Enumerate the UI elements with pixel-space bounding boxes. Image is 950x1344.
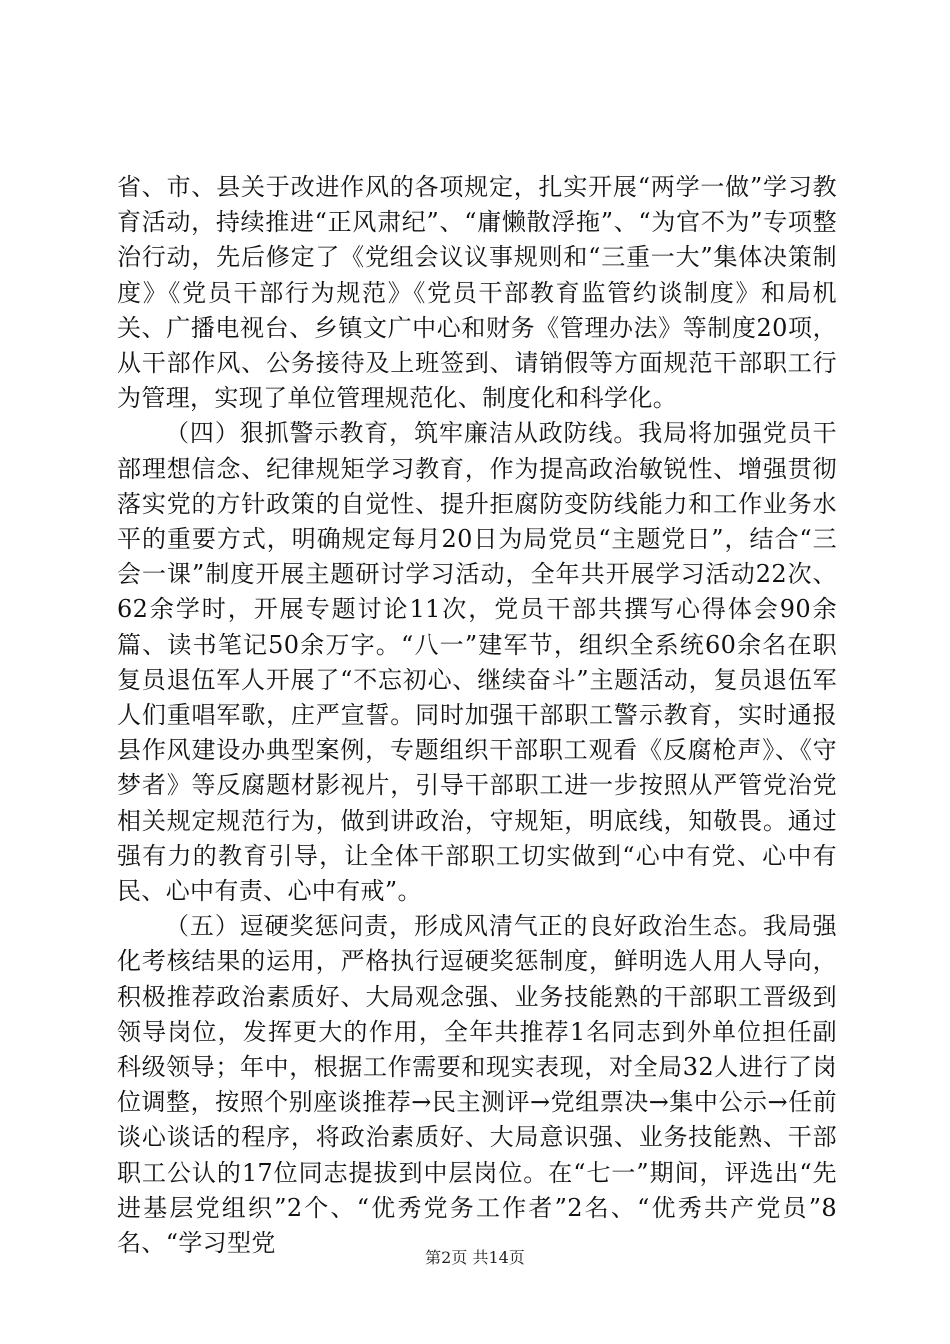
paragraph-section-5: （五）逗硬奖惩问责，形成风清气正的良好政治生态。我局强化考核结果的运用，严格执行逗硬奖惩制度，鲜明选人用人导向，积极推荐政治素质好、大局观念强、业务技能熟的干部职工晋级到领导岗位，发挥更大的作用，全年共推荐1名同志到外单位担任副科级领导；年中，根据工作需要和现实表现，对全局32人进行了岗位调整，按照个别座谈推荐→民主测评→党组票决→集中公示→任前谈心谈话的程序，将政治素质好、大局意识强、业务技能熟、干部职工公认的17位同志提拔到中层岗位。在“七一”期间，评选出“先进基层党组织”2个、“优秀党务工作者”2名、“优秀共产党员”8名、“学习型党	[117, 912, 837, 1258]
paragraph-continuation: 省、市、县关于改进作风的各项规定，扎实开展“两学一做”学习教育活动，持续推进“正风肃纪”、“庸懒散浮拖”、“为官不为”专项整治行动，先后修定了《党组会议议事规则和“三重一大”集体决策制度》《党员干部行为规范》《党员干部教育监管约谈制度》和局机关、广播电视台、乡镇文广中心和财务《管理办法》等制度20项，从干部作风、公务接待及上班签到、请销假等方面规范干部职工行为管理，实现了单位管理规范化、制度化和科学化。	[117, 173, 837, 413]
document-body	[117, 170, 837, 1261]
paragraph-section-4: （四）狠抓警示教育，筑牢廉洁从政防线。我局将加强党员干部理想信念、纪律规矩学习教育，作为提高政治敏锐性、增强贯彻落实党的方针政策的自觉性、提升拒腐防变防线能力和工作业务水平的重要方式，明确规定每月20日为局党员“主题党日”，结合“三会一课”制度开展主题研讨学习活动，全年共开展学习活动22次、62余学时，开展专题讨论11次，党员干部共撰写心得体会90余篇、读书笔记50余万字。“八一”建军节，组织全系统60余名在职复员退伍军人开展了“不忘初心、继续奋斗”主题活动，复员退伍军人们重唱军歌，庄严宣誓。同时加强干部职工警示教育，实时通报县作风建设办典型案例，专题组织干部职工观看《反腐枪声》、《守梦者》等反腐题材影视片，引导干部职工进一步按照从严管党治党相关规定规范行为，做到讲政治，守规矩，明底线，知敬畏。通过强有力的教育引导，让全体干部职工切实做到“心中有党、心中有民、心中有责、心中有戒”。	[117, 419, 837, 906]
page-number-footer: 第2页 共14页	[425, 1248, 525, 1267]
